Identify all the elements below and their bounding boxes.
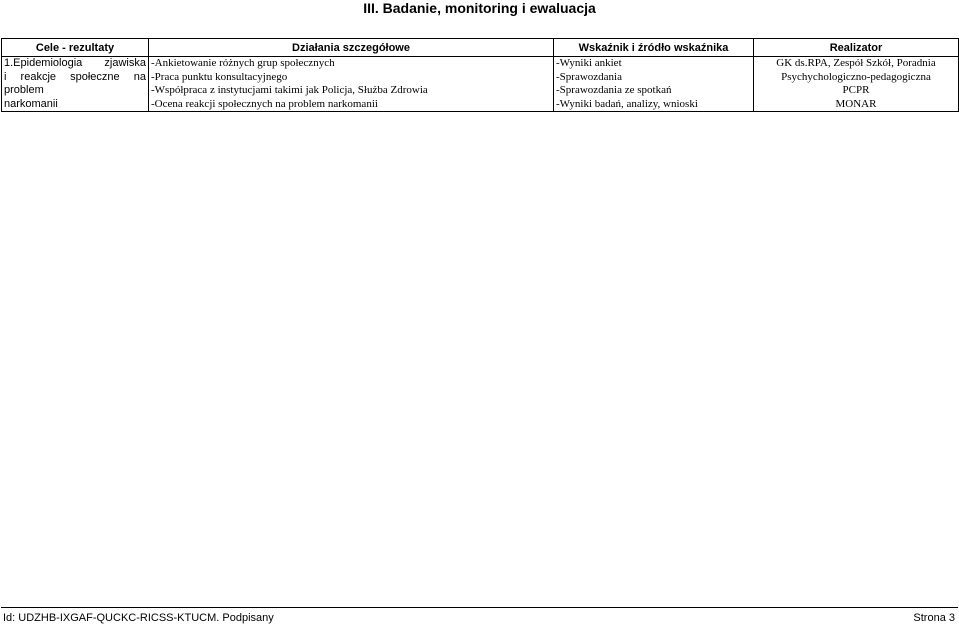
dzialanie-item: -Ankietowanie różnych grup społecznych (151, 57, 335, 69)
cell-wskazniki (554, 57, 754, 112)
dzialanie-item: -Praca punktu konsultacyjnego (151, 70, 288, 83)
realizator-item: GK ds.RPA, Zespół Szkół, Poradnia (776, 57, 936, 69)
table-row (2, 57, 959, 112)
wskaznik-item: -Sprawozdania ze spotkań (556, 84, 672, 96)
cell-dzialania (149, 57, 554, 112)
cell-cele-rezultaty (2, 57, 149, 112)
footer-document-id: Id: UDZHB-IXGAF-QUCKC-RICSS-KTUCM. Podpisany (3, 612, 274, 624)
section-title: III. Badanie, monitoring i ewaluacja (363, 0, 596, 16)
footer-page-number: Strona 3 (913, 612, 955, 624)
cell-realizator (754, 57, 959, 112)
realizator-item: PCPR (842, 84, 870, 96)
cele-line: i reakcje społeczne na problem (4, 70, 146, 96)
header-realizator: Realizator (754, 39, 959, 57)
wskaznik-item: -Wyniki badań, analizy, wnioski (556, 97, 698, 110)
dzialanie-item: -Współpraca z instytucjami takimi jak Policja, Służba Zdrowia (151, 84, 428, 96)
evaluation-table (1, 38, 959, 112)
header-cele-rezultaty: Cele - rezultaty (2, 39, 149, 57)
footer-divider (1, 607, 958, 608)
dzialanie-item: -Ocena reakcji społecznych na problem narkomanii (151, 97, 378, 110)
header-dzialania-szczegolowe: Działania szczegółowe (149, 39, 554, 57)
table-header-row (2, 39, 959, 57)
wskaznik-item: -Sprawozdania (556, 70, 622, 83)
cele-line: narkomanii (4, 97, 58, 110)
realizator-item: Psychychologiczno-pedagogiczna (781, 70, 931, 83)
cele-line: 1.Epidemiologia zjawiska (4, 57, 146, 69)
realizator-item: MONAR (835, 97, 877, 110)
header-wskaznik: Wskaźnik i źródło wskaźnika (554, 39, 754, 57)
wskaznik-item: -Wyniki ankiet (556, 57, 622, 69)
